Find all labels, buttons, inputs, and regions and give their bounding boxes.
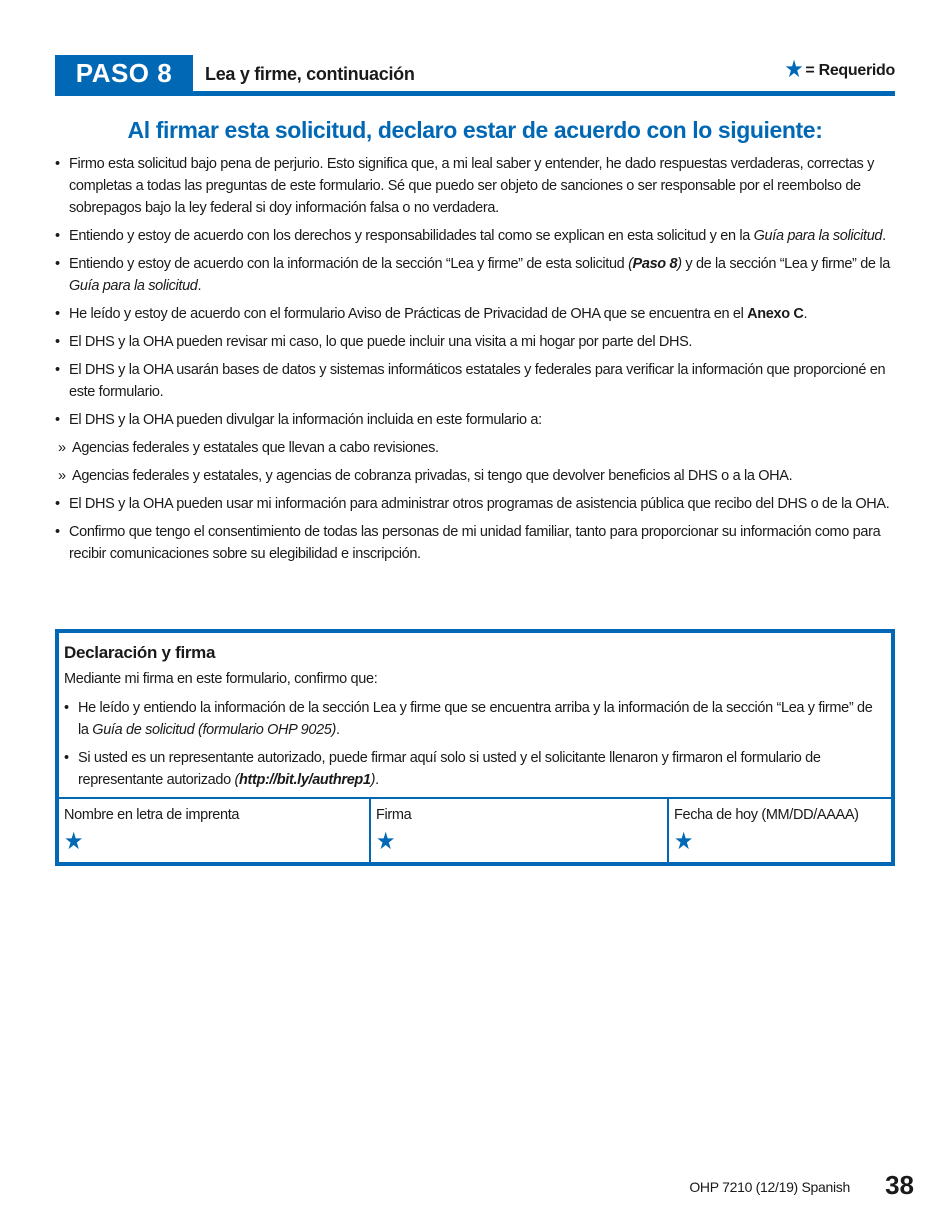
required-legend bbox=[784, 57, 895, 84]
signature-fields bbox=[59, 797, 891, 864]
list-item-text: Entiendo y estoy de acuerdo con la información de la sección “Lea y firme” de esta solicitud bbox=[69, 256, 629, 272]
punctuation: ( bbox=[234, 772, 239, 788]
list-item-text: El DHS y la OHA usarán bases de datos y sistemas informáticos estatales y federales para verificar la información que proporcioné en este formulario. bbox=[69, 362, 886, 400]
punctuation: ( bbox=[628, 256, 633, 272]
list-item bbox=[55, 153, 897, 219]
list-item bbox=[55, 359, 897, 403]
declaration-title: Declaración y firma bbox=[64, 643, 216, 662]
required-star-icon: ★ bbox=[376, 828, 396, 855]
step-header bbox=[55, 55, 895, 95]
list-item-text: El DHS y la OHA pueden revisar mi caso, lo que puede incluir una visita a mi hogar por parte del DHS. bbox=[69, 334, 693, 350]
list-item-text: El DHS y la OHA pueden usar mi información para administrar otros programas de asistencia pública que recibo del DHS o de la OHA. bbox=[69, 496, 890, 512]
list-item-text: Agencias federales y estatales que llevan a cabo revisiones. bbox=[72, 440, 439, 456]
guide-reference: Guía para la solicitud bbox=[753, 228, 883, 244]
guide-reference: Guía para la solicitud bbox=[69, 278, 198, 294]
sub-list-item bbox=[55, 465, 897, 487]
guide-reference: Guía de solicitud (formulario OHP 9025) bbox=[92, 722, 336, 738]
step-reference: Paso 8 bbox=[632, 256, 678, 272]
page-heading: Al firmar esta solicitud, declaro estar de acuerdo con lo siguiente: bbox=[127, 117, 823, 143]
list-item bbox=[55, 253, 897, 297]
punctuation: ) bbox=[370, 772, 376, 788]
annex-reference: Anexo C bbox=[747, 306, 804, 322]
punctuation: ) bbox=[677, 256, 682, 272]
list-item-text: y de la sección “Lea y firme” de la bbox=[681, 256, 890, 272]
list-item-text: Si usted es un representante autorizado, puede firmar aquí solo si usted y el solicitante llenaron y firmaron el formulario de representante autorizado bbox=[78, 750, 821, 788]
list-item-text: El DHS y la OHA pueden divulgar la información incluida en este formulario a: bbox=[69, 412, 542, 428]
authrep-link[interactable]: http://bit.ly/authrep1 bbox=[238, 772, 371, 788]
list-item-text: Firmo esta solicitud bajo pena de perjurio. Esto significa que, a mi leal saber y entender, he dado respuestas verdaderas, correctas y completas a todas las preguntas de este formulario. Sé que puedo ser objeto de sanciones o ser responsable por el reembolso de sobrepagos bajo la ley federal si doy información falsa o no verdadera. bbox=[69, 156, 875, 216]
declaration-intro: Mediante mi firma en este formulario, confirmo que: bbox=[64, 671, 378, 687]
printed-name-label: Nombre en letra de imprenta bbox=[64, 807, 240, 823]
declaration-box bbox=[55, 629, 895, 866]
star-icon: ★ bbox=[784, 56, 804, 83]
step-badge: PASO 8 bbox=[55, 55, 193, 92]
required-star-icon: ★ bbox=[674, 828, 694, 855]
list-item bbox=[55, 521, 897, 565]
list-item bbox=[55, 303, 897, 325]
list-item-text: Entiendo y estoy de acuerdo con los derechos y responsabilidades tal como se explican en esta solicitud y en la bbox=[69, 228, 754, 244]
date-field[interactable] bbox=[667, 799, 893, 864]
punctuation: . bbox=[803, 306, 808, 322]
sub-list-item bbox=[55, 437, 897, 459]
list-item bbox=[55, 225, 897, 247]
date-label: Fecha de hoy (MM/DD/AAAA) bbox=[674, 807, 859, 823]
list-item bbox=[55, 409, 897, 431]
list-item bbox=[55, 493, 897, 515]
list-item-text: He leído y estoy de acuerdo con el formulario Aviso de Prácticas de Privacidad de OHA que se encuentra en el bbox=[69, 306, 748, 322]
page-number: 38 bbox=[885, 1170, 914, 1200]
required-legend-text: = Requerido bbox=[805, 62, 895, 79]
signature-field[interactable] bbox=[369, 799, 669, 864]
list-item bbox=[64, 697, 879, 741]
punctuation: . bbox=[882, 228, 886, 244]
list-item-text: He leído y entiendo la información de la sección Lea y firme que se encuentra arriba y la información de la sección “Lea y firme” de la bbox=[78, 700, 873, 738]
punctuation: . bbox=[335, 722, 340, 738]
list-item-text: Agencias federales y estatales, y agencias de cobranza privadas, si tengo que devolver beneficios al DHS o a la OHA. bbox=[72, 468, 793, 484]
list-item bbox=[64, 747, 879, 791]
punctuation: . bbox=[197, 278, 202, 294]
printed-name-field[interactable] bbox=[59, 799, 369, 864]
form-code: OHP 7210 (12/19) Spanish bbox=[689, 1179, 850, 1195]
list-item bbox=[55, 331, 897, 353]
step-title: Lea y firme, continuación bbox=[205, 64, 415, 84]
punctuation: . bbox=[375, 772, 379, 788]
required-star-icon: ★ bbox=[64, 828, 84, 855]
agreement-list bbox=[55, 153, 897, 571]
header-rule bbox=[55, 91, 895, 96]
declaration-list bbox=[64, 697, 879, 797]
signature-label: Firma bbox=[376, 807, 412, 823]
list-item-text: Confirmo que tengo el consentimiento de todas las personas de mi unidad familiar, tanto para proporcionar su información como para recibir comunicaciones sobre su elegibilidad e inscripción. bbox=[69, 524, 881, 562]
